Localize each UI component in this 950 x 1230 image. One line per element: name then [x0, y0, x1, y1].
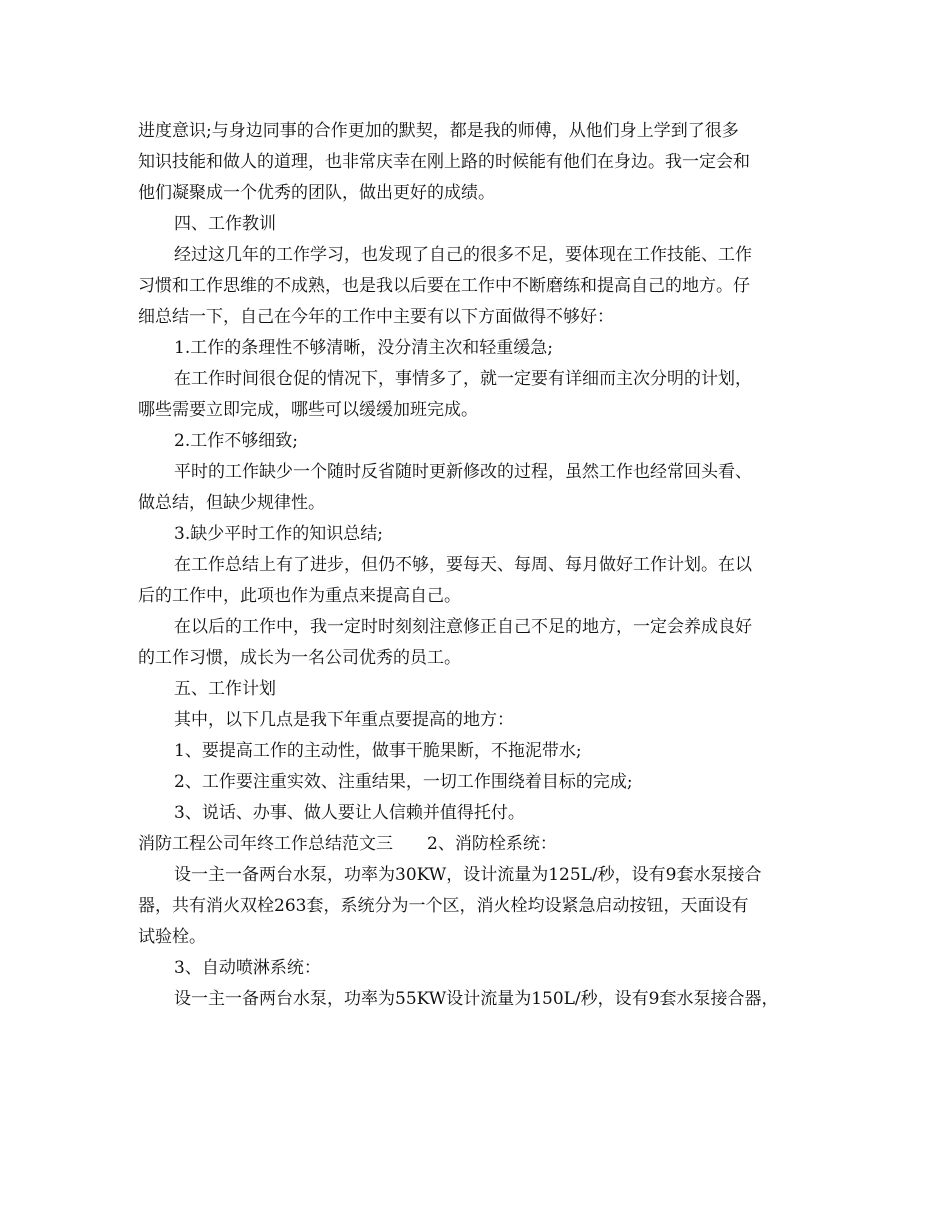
- paragraph-line: 进度意识;与身边同事的合作更加的默契，都是我的师傅，从他们身上学到了很多: [138, 121, 739, 141]
- paragraph-line: 试验栓。: [138, 927, 206, 947]
- list-item: 3、说话、办事、做人要让人信赖并值得托付。: [174, 803, 525, 823]
- paragraph-line: 的工作习惯，成长为一名公司优秀的员工。: [138, 648, 461, 668]
- paragraph-line: 哪些需要立即完成，哪些可以缓缓加班完成。: [138, 400, 478, 420]
- paragraph-line: 习惯和工作思维的不成熟，也是我以后要在工作中不断磨练和提高自己的地方。仔: [138, 276, 750, 296]
- paragraph-line: 他们凝聚成一个优秀的团队，做出更好的成绩。: [138, 183, 495, 203]
- list-item: 3.缺少平时工作的知识总结;: [174, 524, 383, 544]
- paragraph-line: 做总结，但缺少规律性。: [138, 493, 325, 513]
- paragraph-line: 设一主一备两台水泵，功率为30KW，设计流量为125L/秒，设有9套水泵接合: [174, 865, 762, 885]
- list-item: 1、要提高工作的主动性，做事干脆果断，不拖泥带水;: [174, 741, 582, 761]
- paragraph-line: 其中，以下几点是我下年重点要提高的地方：: [174, 710, 514, 730]
- paragraph-line: 在工作总结上有了进步，但仍不够，要每天、每周、每月做好工作计划。在以: [174, 555, 752, 575]
- paragraph-line: 后的工作中，此项也作为重点来提高自己。: [138, 586, 461, 606]
- paragraph-line: 在以后的工作中，我一定时时刻刻注意修正自己不足的地方，一定会养成良好: [174, 617, 752, 637]
- paragraph-line: 平时的工作缺少一个随时反省随时更新修改的过程，虽然工作也经常回头看、: [174, 462, 752, 482]
- paragraph-line: 知识技能和做人的道理，也非常庆幸在刚上路的时候能有他们在身边。我一定会和: [138, 152, 750, 172]
- section-heading: 五、工作计划: [174, 679, 276, 699]
- section-heading: 四、工作教训: [174, 214, 276, 234]
- subsection-heading: 3、自动喷淋系统：: [174, 958, 321, 978]
- paragraph-line: 细总结一下，自己在今年的工作中主要有以下方面做得不够好：: [138, 307, 614, 327]
- paragraph-line: 器，共有消火双栓263套，系统分为一个区，消火栓均设紧急启动按钮，天面设有: [138, 896, 749, 916]
- subsection-heading: 2、消防栓系统：: [427, 834, 557, 854]
- paragraph-line: 设一主一备两台水泵，功率为55KW设计流量为150L/秒，设有9套水泵接合器，: [174, 989, 779, 1009]
- list-item: 2.工作不够细致;: [174, 431, 298, 451]
- title-line: [138, 829, 818, 860]
- list-item: 2、工作要注重实效、注重结果，一切工作围绕着目标的完成;: [174, 772, 633, 792]
- paragraph-line: 经过这几年的工作学习，也发现了自己的很多不足，要体现在工作技能、工作: [174, 245, 752, 265]
- paragraph-line: 在工作时间很仓促的情况下，事情多了，就一定要有详细而主次分明的计划，: [174, 369, 752, 389]
- document-title: 消防工程公司年终工作总结范文三: [138, 834, 393, 854]
- document-body: [138, 116, 818, 1015]
- list-item: 1.工作的条理性不够清晰，没分清主次和轻重缓急;: [174, 338, 553, 358]
